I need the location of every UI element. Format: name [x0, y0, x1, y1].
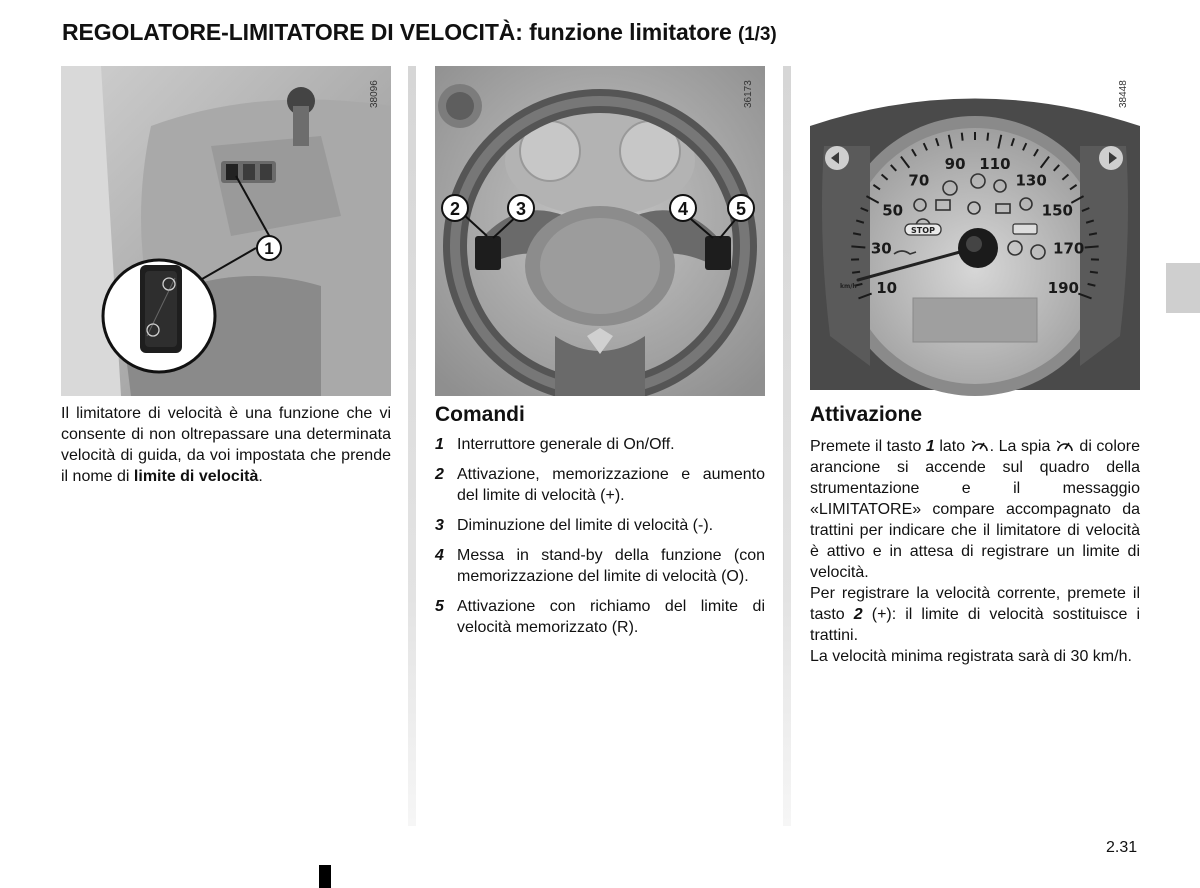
list-item-text: Interruttore generale di On/Off. [457, 436, 675, 453]
list-item [435, 464, 765, 506]
list-item-number: 1 [435, 436, 444, 453]
steering-wheel-photo [435, 66, 765, 396]
title-main: REGOLATORE-LIMITATORE DI VELOCITÀ: funzione limitatore [62, 19, 732, 45]
activation-text: Per registrare la velocità corrente, premete il tasto [810, 585, 1140, 623]
speed-limiter-warning-light-icon [1055, 438, 1075, 454]
activation-heading: Attivazione [810, 403, 923, 426]
lcd-display [913, 298, 1037, 342]
image-ref-number: 38096 [369, 80, 380, 108]
intro-paragraph [61, 403, 391, 487]
callout-5: 5 [735, 199, 747, 219]
instrument-cluster-photo [810, 66, 1140, 396]
list-item [435, 596, 765, 638]
speed-label: 70 [908, 171, 930, 190]
section-tab [1166, 263, 1200, 313]
stop-label: STOP [911, 226, 935, 235]
speed-tick [851, 246, 865, 247]
list-item-text: Diminuzione del limite di velocità (-). [457, 517, 714, 534]
print-mark [319, 865, 331, 888]
callout-4: 4 [677, 199, 689, 219]
unit-label: km/h [840, 283, 857, 290]
speed-label: 130 [1015, 171, 1047, 190]
callout-2: 2 [449, 199, 461, 219]
activation-text: lato [934, 438, 970, 455]
key-number: 1 [925, 438, 935, 455]
page-title [62, 19, 777, 46]
speed-label: 150 [1041, 201, 1073, 220]
activation-text: La velocità minima registrata sarà di 30 km/h. [810, 648, 1132, 665]
activation-section [810, 402, 1140, 667]
commands-list [435, 434, 765, 638]
key-number: 2 [853, 606, 863, 623]
list-item-number: 5 [435, 598, 444, 615]
activation-text: (+): il limite di velocità sostituisce i trattini. [810, 606, 1140, 644]
intro-end: . [258, 468, 263, 485]
title-part: (1/3) [737, 24, 777, 45]
commands-heading: Comandi [435, 403, 525, 426]
speed-label: 90 [944, 155, 966, 174]
activation-text: Premete il tasto [810, 438, 926, 455]
speed-tick [852, 272, 860, 273]
activation-paragraph [810, 583, 1140, 646]
speed-label: 50 [882, 201, 904, 220]
list-item [435, 434, 765, 455]
column-divider [408, 66, 416, 826]
image-ref-number: 36173 [743, 80, 754, 108]
speed-label: 110 [979, 155, 1011, 174]
intro-bold-term: limite di velocità [133, 468, 259, 485]
speed-tick [987, 133, 988, 141]
speed-tick [1090, 272, 1098, 273]
speed-tick [962, 133, 963, 141]
speed-tick [1085, 246, 1099, 247]
activation-paragraph [810, 646, 1140, 667]
switch-photo [61, 66, 391, 396]
speed-label: 30 [870, 239, 892, 258]
callout-1: 1 [264, 239, 274, 258]
list-item-number: 2 [435, 466, 444, 483]
list-item-text: Attivazione con richiamo del limite di velocità memorizzato (R). [457, 598, 765, 636]
list-item [435, 545, 765, 587]
list-item-number: 4 [435, 547, 444, 564]
activation-text: di colore arancione si accende sul quadro della strumentazione e il messaggio «LIMITATORE» compare accompagnato da trattini per indicare che il limitatore di velocità è attivo e in attesa di registrare un limite di velocità. [810, 438, 1140, 581]
speedometer-illustration [810, 66, 1140, 396]
callout-3: 3 [515, 199, 527, 219]
speed-limiter-icon [970, 438, 990, 454]
list-item-text: Messa in stand-by della funzione (con memorizzazione del limite di velocità (O). [457, 547, 765, 585]
commands-section [435, 402, 765, 647]
page-number: 2.31 [1106, 839, 1138, 856]
speed-label: 10 [876, 279, 898, 298]
image-ref-number: 38448 [1118, 80, 1129, 108]
column-divider [783, 66, 791, 826]
activation-paragraph [810, 436, 1140, 583]
activation-text: . La spia [989, 438, 1055, 455]
list-item-text: Attivazione, memorizzazione e aumento del limite di velocità (+). [457, 466, 765, 504]
speed-label: 170 [1053, 239, 1085, 258]
list-item-number: 3 [435, 517, 444, 534]
intro-text: Il limitatore di velocità è una funzione che vi consente di non oltrepassare una determinata velocità di guida, da voi impostata che prende il nome di [61, 405, 391, 485]
list-item [435, 515, 765, 536]
speed-label: 190 [1047, 279, 1079, 298]
